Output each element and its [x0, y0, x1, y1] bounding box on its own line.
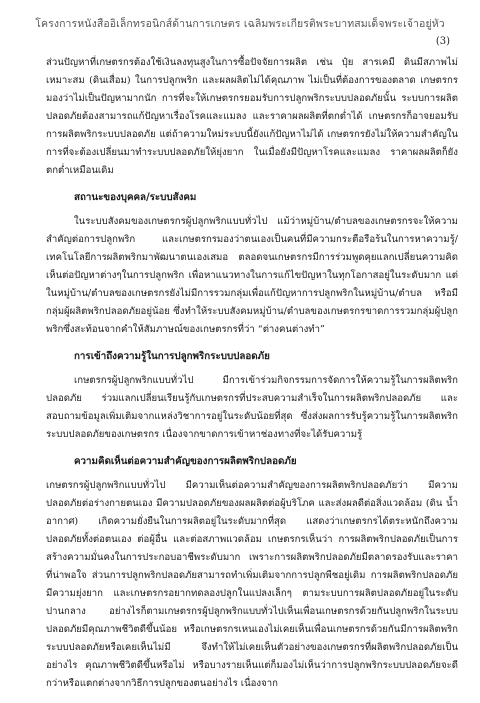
page-number: (3) [435, 36, 450, 47]
section-body-social-status: ในระบบสังคมของเกษตรกรผู้ปลูกพริกแบบทั่วไป แม้ว่าหมู่บ้าน/ตำบลของเกษตรกรจะให้ความสำคัญต่อการปลูกพริก และเกษตรกรมองว่าตนเองเป็นคนที่มีความกระตือรือร้นในการหาความรู้/เทคโนโลยีการผลิตพริกมาพัฒนาตนเองเสมอ ตลอดจนเกษตรกรมีการร่วมพูดคุยแลกเปลี่ยนความคิดเห็นต่อปัญหาต่างๆในการปลูกพริก เพื่อหาแนวทางในการแก้ไขปัญหาในทุกโอกาสอยู่ในระดับมาก แต่ในหมู่บ้าน/ตำบลของเกษตรกรยังไม่มีการรวมกลุ่มเพื่อแก้ปัญหาการปลูกพริกในหมู่บ้าน/ตำบล หรือมีกลุ่มผู้ผลิตพริกปลอดภัยอยู่น้อย ซึ่งทำให้ระบบสังคมหมู่บ้าน/ตำบลของเกษตรกรขาดการรวมกลุ่มผู้ปลูกพริกซึ่งสะท้อนจากคำให้สัมภาษณ์ของเกษตรกรที่ว่า “ต่างคนต่างทำ” [46, 216, 458, 335]
section-heading-social-status: สถานะของบุคคล/ระบบสังคม [74, 192, 197, 203]
book-series-header: โครงการหนังสืออิเล็กทรอนิกส์ด้านการเกษตร เฉลิมพระเกียรติพระบาทสมเด็จพระเจ้าอยู่หัว [35, 18, 445, 30]
document-body [46, 54, 458, 703]
section-body-opinion-importance: เกษตรกรผู้ปลูกพริกแบบทั่วไป มีความเห็นต่อความสำคัญของการผลิตพริกปลอดภัยว่า มีความปลอดภัยต่อร่างกายตนเอง มีความปลอดภัยของผลผลิตต่อผู้บริโภค และส่งผลดีต่อสิ่งแวดล้อม (ดิน น้ำ อากาศ) เกิดความยั่งยืนในการผลิตอยู่ในระดับมากที่สุด แสดงว่าเกษตรกรได้ตระหนักถึงความปลอดภัยทั้งต่อตนเอง ต่อผู้อื่น และต่อสภาพแวดล้อม เกษตรกรเห็นว่า การผลิตพริกปลอดภัยเป็นการสร้างความมั่นคงในการประกอบอาชีพระดับมาก เพราะการผลิตพริกปลอดภัยมีตลาดรองรับและราคาที่น่าพอใจ ส่วนการปลูกพริกปลอดภัยสามารถทำเพิ่มเติมจากการปลูกพืชอยู่เดิม การผลิตพริกปลอดภัยมีความยุ่งยาก และเกษตรกรอยากทดลองปลูกในแปลงเล็กๆ ตามระบบการผลิตปลอดภัยอยู่ในระดับปานกลาง อย่างไรก็ตามเกษตรกรผู้ปลูกพริกแบบทั่วไปเห็นเพื่อนเกษตรกรด้วยกันปลูกพริกในระบบปลอดภัยมีคุณภาพชีวิตดีขึ้นน้อย หรือเกษตรกรเหนเองไม่เคยเห็นเพื่อนเกษตรกรด้วยกันมีการผลิตพริกระบบปลอดภัยหรือเคยเห็นไม่มี จึงทำให้ไม่เคยเห็นตัวอย่างของเกษตรกรที่ผลิตพริกปลอดภัยเป็นอย่างไร คุณภาพชีวิตดีขึ้นหรือไม่ หรือบางรายเห็นแต่ก็มองไม่เห็นว่าการปลูกพริกระบบปลอดภัยจะดีกว่าหรือแตกต่างจากวิธีการปลูกของตนอย่างไร เนื่องจาก [46, 480, 458, 689]
section-heading-knowledge-access: การเข้าถึงความรู้ในการปลูกพริกระบบปลอดภัย [74, 351, 270, 362]
intro-paragraph: ส่วนปัญหาที่เกษตรกรต้องใช้เงินลงทุนสูงในการซื้อปัจจัยการผลิต เช่น ปุ๋ย สารเคมี ดินมีสภาพไม่เหมาะสม (ดินเสื่อม) ในการปลูกพริก และผลผลิตไม่ได้คุณภาพ ไม่เป็นที่ต้องการของตลาด เกษตรกรมองว่าไม่เป็นปัญหามากนัก การที่จะให้เกษตรกรยอมรับการปลูกพริกระบบปลอดภัยนั้น ระบบการผลิตปลอดภัยต้องสามารถแก้ปัญหาเรื่องโรคและแมลง และราคาผลผลิตที่ตกต่ำได้ เกษตรกรก็อาจยอมรับการผลิตพริกระบบปลอดภัย แต่ถ้าความใหม่ระบบนี้ยังแก้ปัญหาไม่ได้ เกษตรกรยังไม่ให้ความสำคัญในการที่จะต้องเปลี่ยนมาทำระบบปลอดภัยให้ยุ่งยาก ในเมื่อยังมีปัญหาโรคและแมลง ราคาผลผลิตก็ยังตกต่ำเหมือนเดิม [46, 57, 458, 176]
section-heading-opinion-importance: ความคิดเห็นต่อความสำคัญของการผลิตพริกปลอดภัย [74, 456, 297, 467]
section-body-knowledge-access: เกษตรกรผู้ปลูกพริกแบบทั่วไป มีการเข้าร่วมกิจกรรมการจัดการให้ความรู้ในการผลิตพริกปลอดภัย ร่วมแลกเปลี่ยนเรียนรู้กับเกษตรกรที่ประสบความสำเร็จในการผลิตพริกปลอดภัย และสอบถามข้อมูลเพิ่มเติมจากแหล่งวิชาการอยู่ในระดับน้อยที่สุด ซึ่งส่งผลการรับรู้ความรู้ในการผลิตพริกระบบปลอดภัยของเกษตรกร เนื่องจากขาดการเข้าหาช่องทางที่จะได้รับความรู้ [46, 375, 458, 440]
